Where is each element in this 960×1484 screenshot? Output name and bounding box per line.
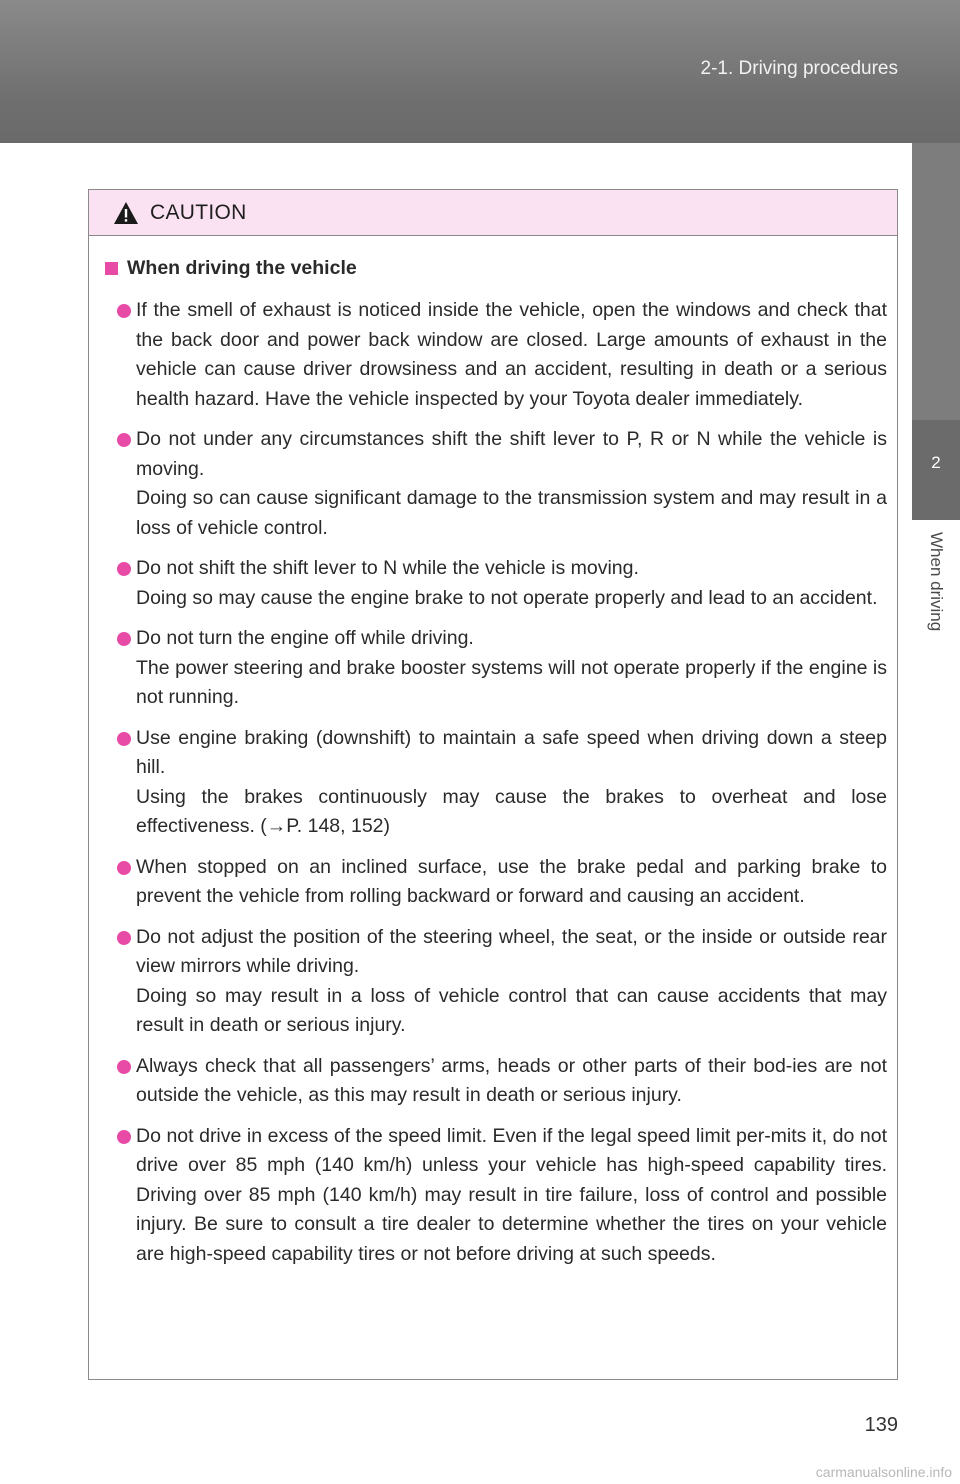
chapter-label: When driving [927,532,946,632]
watermark: carmanualsonline.info [815,1464,952,1480]
circle-bullet-icon [117,861,131,875]
circle-bullet-icon [117,732,131,746]
circle-bullet-icon [117,1130,131,1144]
caution-item-text: Do not adjust the position of the steering wheel, the seat, or the inside or outside rear view mirrors while driving. [136,925,887,977]
page-header [0,0,960,143]
side-tab-upper [912,143,960,420]
caution-title: CAUTION [150,201,247,224]
caution-content [89,236,897,1269]
square-bullet-icon [105,262,118,275]
caution-item-text: The power steering and brake booster systems will not operate properly if the engine is not running. [136,656,887,708]
chapter-tab [912,420,960,520]
caution-item-text: If the smell of exhaust is noticed inside the vehicle, open the windows and check that the back door and power back window are closed. Large amounts of exhaust in the vehicle can cause driver drowsiness and an accident, resulting in death or a serious health hazard. Have the vehicle inspected by your Toyota dealer immediately. [136,299,887,410]
caution-item-text: Use engine braking (downshift) to maintain a safe speed when driving down a steep hill. [136,726,887,778]
caution-item-text: Doing so may result in a loss of vehicle control that can cause accidents that may result in death or serious injury. [136,984,887,1036]
caution-item-text: Always check that all passengers’ arms, heads or other parts of their bod-ies are not outside the vehicle, as this may result in death or serious injury. [136,1054,887,1106]
caution-item [105,923,887,1041]
caution-item [105,624,887,713]
caution-item-text: Using the brakes continuously may cause the brakes to overheat and lose effectiveness. (→P. 148, 152) [136,785,887,837]
circle-bullet-icon [117,304,131,318]
caution-subheading-text: When driving the vehicle [127,256,357,279]
caution-subheading [105,254,887,282]
circle-bullet-icon [117,632,131,646]
circle-bullet-icon [117,562,131,576]
caution-item [105,554,887,613]
circle-bullet-icon [117,1060,131,1074]
circle-bullet-icon [117,433,131,447]
caution-item-text: Doing so may cause the engine brake to not operate properly and lead to an accident. [136,586,878,609]
section-title: 2-1. Driving procedures [700,58,898,79]
caution-item-text: When stopped on an inclined surface, use the brake pedal and parking brake to prevent the vehicle from rolling backward or forward and causing an accident. [136,855,887,907]
caution-item-text: Do not shift the shift lever to N while the vehicle is moving. [136,557,639,579]
caution-item [105,853,887,912]
caution-item [105,425,887,543]
caution-item-text: Do not turn the engine off while driving. [136,627,474,649]
page-number: 139 [864,1414,898,1436]
caution-item-text: Do not drive in excess of the speed limit. Even if the legal speed limit per-mits it, do not drive over 85 mph (140 km/h) unless your vehicle has high-speed capability tires. Driving over 85 mph (140 km/h) may result in tire failure, loss of control and possible injury. Be sure to consult a tire dealer to determine whether the tires on your vehicle are high-speed capability tires or not before driving at such speeds. [136,1124,887,1265]
caution-item [105,1052,887,1111]
caution-item [105,1122,887,1270]
caution-header [89,190,897,236]
chapter-number: 2 [931,453,941,472]
caution-item-text: Doing so can cause significant damage to the transmission system and may result in a loss of vehicle control. [136,487,887,539]
warning-triangle-icon [113,201,139,225]
caution-item [105,296,887,414]
caution-item-text: Do not under any circumstances shift the shift lever to P, R or N while the vehicle is moving. [136,428,887,480]
chapter-label-wrap [918,532,954,672]
caution-item [105,724,887,842]
caution-box [88,189,898,1380]
caution-list [105,296,887,1269]
circle-bullet-icon [117,931,131,945]
